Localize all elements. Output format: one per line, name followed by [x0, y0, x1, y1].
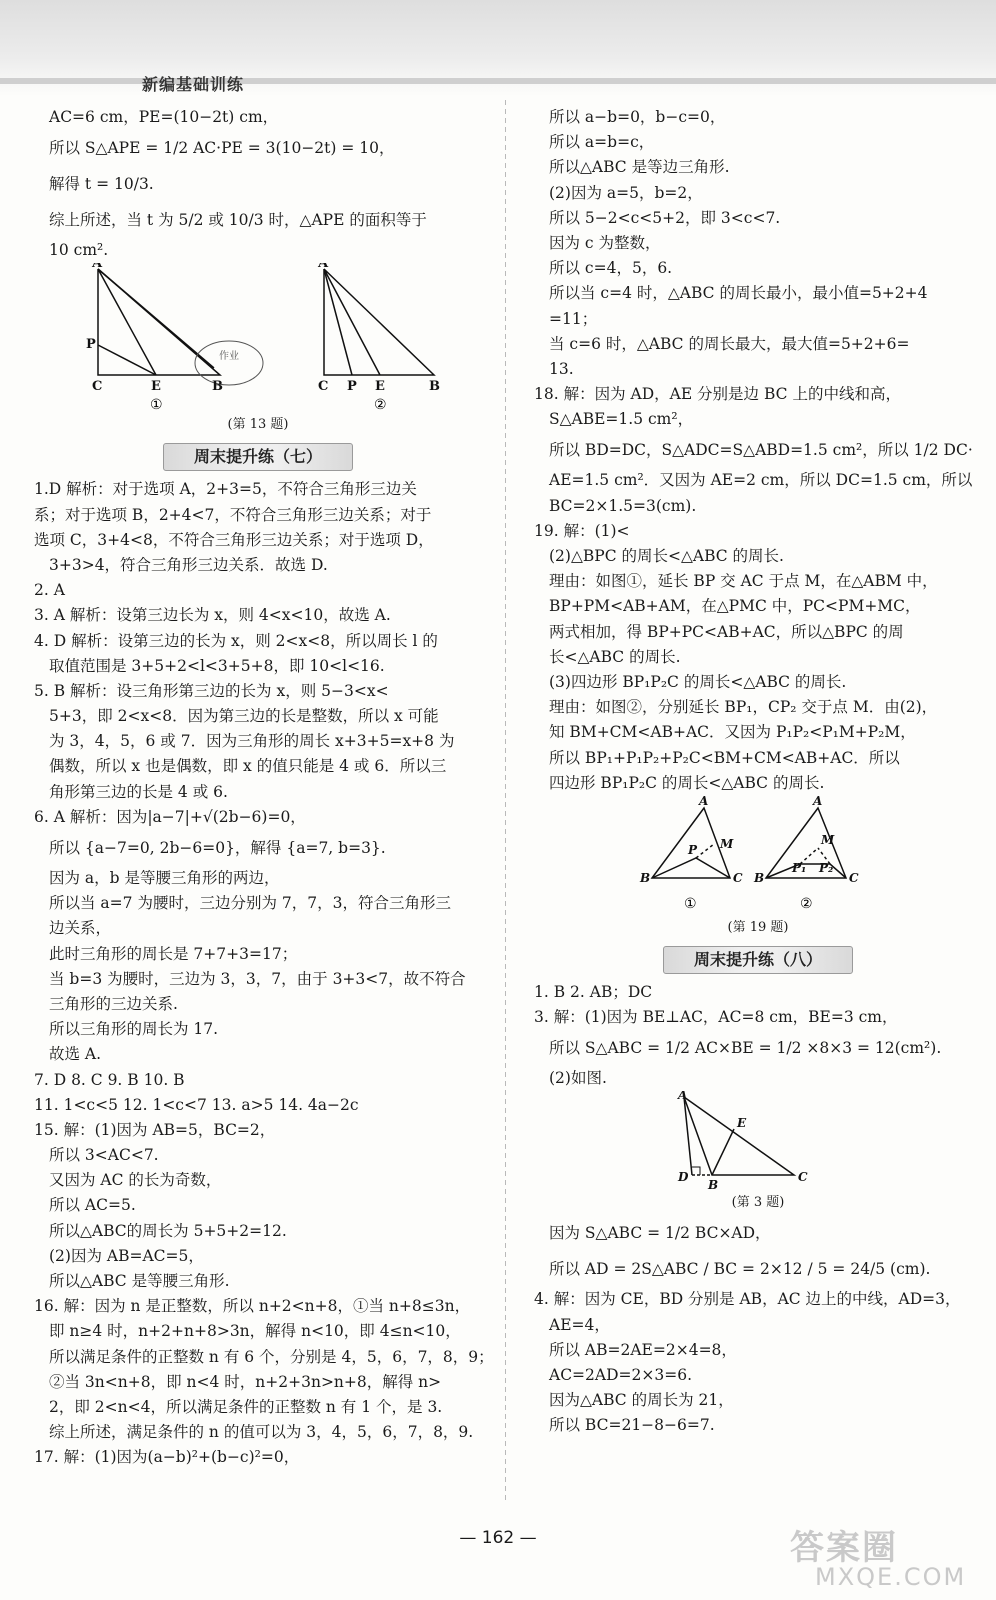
figure-3 [534, 1091, 982, 1191]
text-line: 所以 BP₁+P₁P₂+P₂C<BM+CM<AB+AC．所以 [549, 748, 900, 767]
svg-text:C: C [733, 870, 743, 885]
text-line: 所以 S△APE = 1/2 AC·PE = 3(10−2t) = 10， [49, 139, 395, 158]
text-line: 15. 解：(1)因为 AB=5，BC=2， [34, 1120, 276, 1139]
svg-text:C: C [798, 1170, 808, 1185]
text-line: 即 n≥4 时，n+2+n+8>3n，解得 n<10，即 4≤n<10， [49, 1322, 461, 1341]
text-line: 3. A 解析：设第三边长为 x，则 4<x<10，故选 A. [34, 606, 391, 625]
text-line: (2)因为 a=5，b=2， [549, 183, 703, 202]
label-1: ① [150, 397, 163, 414]
text-line: 此时三角形的周长是 7+7+3=17； [49, 944, 298, 963]
svg-text:B: B [212, 379, 223, 395]
text-line: 所以当 c=4 时，△ABC 的周长最小，最小值=5+2+4 [549, 284, 928, 303]
text-line: 6. A 解析：因为|a−7|+√(2b−6)=0， [34, 807, 306, 826]
text-line: 取值范围是 3+5+2<l<3+5+8，即 10<l<16. [49, 656, 385, 675]
text-line: 综上所述，满足条件的 n 的值可以为 3，4，5，6，7，8，9. [49, 1423, 474, 1442]
text-line: 当 b=3 为腰时，三边为 3，3，7，由于 3+3<7，故不符合 [49, 969, 466, 988]
text-line: 四边形 BP₁P₂C 的周长<△ABC 的周长. [549, 773, 825, 792]
svg-text:P: P [688, 842, 698, 857]
section-banner-week8 [534, 944, 982, 976]
text-line: 解得 t = 10/3. [49, 175, 154, 194]
text-line: 边关系， [49, 919, 112, 938]
right-column [534, 105, 982, 1439]
figure-13-diagram [34, 263, 482, 413]
svg-text:E: E [375, 379, 385, 395]
svg-text:E: E [737, 1116, 747, 1131]
text-line: AC=2AD=2×3=6. [549, 1366, 692, 1384]
text-line: 11. 1<c<5 12. 1<c<7 13. a>5 14. 4a−2c [34, 1095, 359, 1114]
text-line: (2)如图. [549, 1069, 607, 1088]
text-line: 5. B 解析：设三角形第三边的长为 x，则 5−3<x< [34, 681, 389, 700]
text-line: 所以 a−b=0，b−c=0， [549, 108, 726, 126]
text-line: (3)四边形 BP₁P₂C 的周长<△ABC 的周长. [549, 672, 847, 691]
text-line: 所以△ABC 是等边三角形. [549, 158, 730, 177]
section-title: 周末提升练（八） [663, 946, 853, 974]
text-line: 所以 BC=21−8−6=7. [549, 1416, 715, 1435]
text-line: 故选 A. [49, 1045, 102, 1064]
text-line: ②当 3n<n+8，即 n<4 时，n+2+3n>n+8，解得 n> [49, 1372, 442, 1391]
text-line: 2. A [34, 581, 65, 600]
left-column [34, 105, 494, 1471]
stamp-text: 作业 [219, 351, 239, 363]
text-line: 当 c=6 时，△ABC 的周长最大，最大值=5+2+6= [549, 334, 910, 353]
svg-text:B: B [640, 870, 651, 885]
svg-text:P₂: P₂ [819, 860, 834, 875]
text-line: 长<△ABC 的周长. [549, 647, 681, 666]
text-line: AE=1.5 cm²．又因为 AE=2 cm，所以 DC=1.5 cm，所以 [549, 471, 973, 490]
text-line: 又因为 AC 的长为奇数， [49, 1171, 222, 1190]
text-line: 所以 {a−7=0, 2b−6=0}，解得 {a=7, b=3}. [49, 839, 386, 857]
svg-text:P₁: P₁ [792, 860, 807, 875]
svg-text:A: A [318, 263, 329, 272]
text-line: 偶数，所以 x 也是偶数，即 x 的值只能是 4 或 6．所以三 [49, 757, 447, 776]
label-2: ② [800, 895, 813, 912]
text-line: BP+PM<AB+AM，在△PMC 中，PC<PM+MC， [549, 597, 921, 616]
watermark-logo: 答案圈 [790, 1528, 898, 1568]
text-line: 知 BM+CM<AB+AC．又因为 P₁P₂<P₁M+P₂M， [549, 723, 916, 742]
figure-3-caption: (第 3 题) [731, 1195, 785, 1211]
text-line: 1.D 解析：对于选项 A，2+3=5，不符合三角形三边关 [34, 480, 417, 499]
figure-19-diagram [534, 796, 982, 916]
svg-text:B: B [708, 1178, 719, 1192]
text-line: 所以△ABC的周长为 5+5+2=12. [49, 1221, 287, 1240]
text-line: 17. 解：(1)因为(a−b)²+(b−c)²=0， [34, 1448, 300, 1467]
text-line: 所以 AB=2AE=2×4=8， [549, 1340, 737, 1359]
text-line: 因为 S△ABC = 1/2 BC×AD， [549, 1224, 771, 1243]
text-line: 所以 BD=DC，S△ADC=S△ABD=1.5 cm²，所以 1/2 DC· [549, 441, 973, 460]
text-line: 选项 C，3+4<8，不符合三角形三边关系；对于选项 D， [34, 530, 434, 549]
svg-text:E: E [151, 379, 161, 395]
text-line: 4. D 解析：设第三边的长为 x，则 2<x<8，所以周长 l 的 [34, 631, 438, 650]
figure-19-caption: (第 19 题) [727, 919, 789, 935]
label-2: ② [374, 397, 387, 414]
text-line: 所以△ABC 是等腰三角形. [49, 1272, 230, 1290]
text-line: 所以 c=4，5，6. [549, 259, 673, 278]
text-line: 所以 S△ABC = 1/2 AC×BE = 1/2 ×8×3 = 12(cm²). [549, 1039, 942, 1058]
text-line: 4. 解：因为 CE，BD 分别是 AB，AC 边上的中线，AD=3， [534, 1290, 961, 1309]
figure-13-caption: (第 13 题) [227, 417, 289, 433]
text-line: 16. 解：因为 n 是正整数，所以 n+2<n+8，①当 n+8≤3n， [34, 1297, 471, 1316]
text-line: AC=6 cm，PE=(10−2t) cm， [49, 108, 279, 126]
text-line: 所以 a=b=c， [549, 133, 655, 152]
svg-text:A: A [813, 795, 823, 808]
svg-text:A: A [92, 263, 103, 272]
svg-text:P: P [347, 379, 357, 395]
text-line: 综上所述，当 t 为 5/2 或 10/3 时，△APE 的面积等于 [49, 211, 427, 230]
text-line: 为 3，4，5，6 或 7．因为三角形的周长 x+3+5=x+8 为 [49, 732, 455, 751]
label-1: ① [684, 895, 697, 912]
text-line: 角形第三边的长是 4 或 6. [49, 782, 228, 801]
text-line: 2，即 2<n<4，所以满足条件的正整数 n 有 1 个，是 3. [49, 1397, 443, 1416]
text-line: 13. [549, 359, 574, 378]
text-line: 所以满足条件的正整数 n 有 6 个，分别是 4，5，6，7，8，9； [49, 1347, 494, 1366]
figure-19 [534, 796, 982, 916]
column-divider [505, 100, 506, 1500]
text-line: S△ABE=1.5 cm²， [549, 410, 694, 429]
section-banner-week7 [34, 441, 482, 473]
text-line: 所以当 a=7 为腰时，三边分别为 7，7，3，符合三角形三 [49, 894, 451, 913]
watermark-url: MXQE.COM [815, 1563, 967, 1591]
text-line: 10 cm². [49, 241, 109, 260]
svg-text:M: M [720, 836, 734, 851]
text-line: 所以 5−2<c<5+2，即 3<c<7. [549, 208, 781, 227]
text-line: 因为△ABC 的周长为 21， [549, 1391, 734, 1410]
text-line: 18. 解：因为 AD，AE 分别是边 BC 上的中线和高， [534, 385, 901, 404]
svg-text:A: A [678, 1091, 688, 1103]
text-line: 3+3>4，符合三角形三边关系．故选 D. [49, 555, 328, 574]
text-line: 5+3，即 2<x<8．因为第三边的长是整数，所以 x 可能 [49, 707, 439, 726]
text-line: BC=2×1.5=3(cm). [549, 496, 697, 515]
text-line: (2)△BPC 的周长<△ABC 的周长. [549, 547, 784, 565]
figure-13 [34, 263, 482, 413]
svg-text:M: M [821, 832, 835, 847]
text-line: 三角形的三边关系. [49, 994, 178, 1013]
text-line: 因为 a，b 是等腰三角形的两边， [49, 869, 280, 887]
text-line: =11； [549, 309, 598, 328]
figure-3-diagram [534, 1091, 982, 1191]
text-line: (2)因为 AB=AC=5， [49, 1246, 204, 1265]
text-line: 3. 解：(1)因为 BE⊥AC，AC=8 cm，BE=3 cm， [534, 1008, 898, 1027]
text-line: 19. 解：(1)< [534, 521, 630, 540]
svg-text:D: D [678, 1170, 689, 1185]
page-header [0, 0, 996, 96]
svg-text:C: C [318, 379, 329, 395]
text-line: 所以 AD = 2S△ABC / BC = 2×12 / 5 = 24/5 (cm). [549, 1260, 931, 1279]
text-line: 7. D 8. C 9. B 10. B [34, 1070, 185, 1089]
svg-text:A: A [699, 795, 709, 808]
svg-text:C: C [849, 870, 859, 885]
svg-text:B: B [754, 870, 765, 885]
text-line: 理由：如图①，延长 BP 交 AC 于点 M，在△ABM 中， [549, 572, 938, 591]
section-title: 周末提升练（七） [163, 443, 353, 471]
text-line: 理由：如图②，分别延长 BP₁，CP₂ 交于点 M．由(2)， [549, 698, 938, 717]
text-line: 两式相加，得 BP+PC<AB+AC，所以△BPC 的周 [549, 622, 904, 641]
text-line: 1. B 2. AB；DC [534, 982, 653, 1001]
text-line: 所以 AC=5. [49, 1196, 136, 1215]
text-line: 系；对于选项 B，2+4<7，不符合三角形三边关系；对于 [34, 505, 432, 524]
svg-text:B: B [429, 379, 440, 395]
svg-text:P: P [86, 337, 96, 353]
svg-text:C: C [92, 379, 103, 395]
page-number: — 162 — [459, 1528, 537, 1548]
text-line: 所以三角形的周长为 17. [49, 1020, 219, 1039]
header-title: 新编基础训练 [142, 75, 245, 94]
text-line: 因为 c 为整数， [549, 233, 661, 252]
text-line: 所以 3<AC<7. [49, 1146, 159, 1165]
text-line: AE=4， [549, 1315, 610, 1334]
